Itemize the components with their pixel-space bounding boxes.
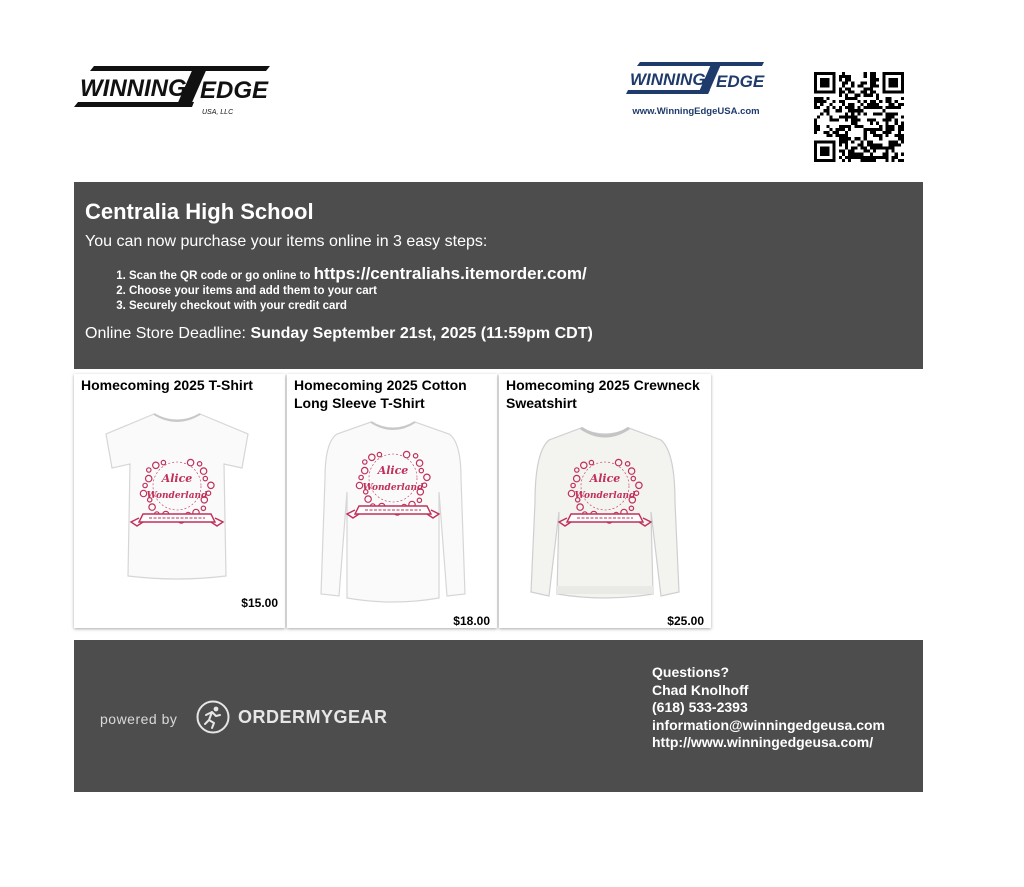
step-3: 3. Securely checkout with your credit card [129,299,912,314]
store-info-banner [74,182,923,369]
svg-text:Alice: Alice [161,472,193,485]
svg-text:Wonderland: Wonderland [362,483,424,493]
step-1 [129,266,912,284]
product-price: $18.00 [453,614,490,628]
svg-text:Alice: Alice [377,464,409,477]
logo-main-text-right: EDGE [200,77,269,104]
steps-list [85,266,912,314]
product-title[interactable]: Homecoming 2025 Cotton Long Sleeve T-Shirt [294,377,467,411]
long-sleeve-image[interactable] [313,418,473,608]
tshirt-image[interactable] [102,410,252,580]
deadline-value: Sunday September 21st, 2025 (11:59pm CDT) [250,325,593,342]
crewneck-image[interactable] [525,422,685,602]
footer [74,640,923,792]
deadline-label: Online Store Deadline: [85,325,251,342]
logo-main-text-left: WINNING [80,75,187,102]
contact-website[interactable]: http://www.winningedgeusa.com/ [652,734,874,750]
powered-by-ordermygear[interactable] [100,700,400,740]
product-card-crewneck[interactable] [499,374,711,628]
svg-text:Wonderland: Wonderland [574,491,636,501]
product-title[interactable]: Homecoming 2025 Crewneck Sweatshirt [506,377,700,411]
ordermygear-brand: ORDERMYGEAR [238,707,388,727]
deadline [85,324,912,344]
step-2: 2. Choose your items and add them to your cart [129,284,912,299]
svg-text:WINNING: WINNING [630,70,706,89]
svg-text:EDGE: EDGE [716,72,765,91]
step-1-text: Scan the QR code or go online to [129,270,314,282]
svg-text:Alice: Alice [589,472,621,485]
powered-by-text: powered by [100,711,178,727]
winning-edge-small-logo [626,60,766,120]
contact-name: Chad Knolhoff [652,681,749,698]
product-card-long-sleeve[interactable] [287,374,497,628]
intro-text: You can now purchase your items online in 3 easy steps: [85,233,488,250]
product-card-tshirt[interactable] [74,374,285,628]
store-qr-code[interactable] [814,72,904,162]
logo-main-sub: USA, LLC [202,109,234,116]
store-link[interactable]: https://centraliahs.itemorder.com/ [313,264,587,283]
contact-email[interactable]: information@winningedgeusa.com [652,716,885,733]
school-name: Centralia High School [85,199,314,224]
contact-phone[interactable]: (618) 533-2393 [652,699,748,715]
product-price: $15.00 [241,596,278,610]
logo-small-url: www.WinningEdgeUSA.com [632,106,760,117]
winning-edge-logo [74,62,270,118]
ordermygear-runner-icon [196,700,230,734]
product-title[interactable]: Homecoming 2025 T-Shirt [81,377,253,393]
contact-info [652,664,885,752]
questions-label: Questions? [652,664,730,680]
svg-text:Wonderland: Wonderland [146,491,208,501]
product-price: $25.00 [667,614,704,628]
